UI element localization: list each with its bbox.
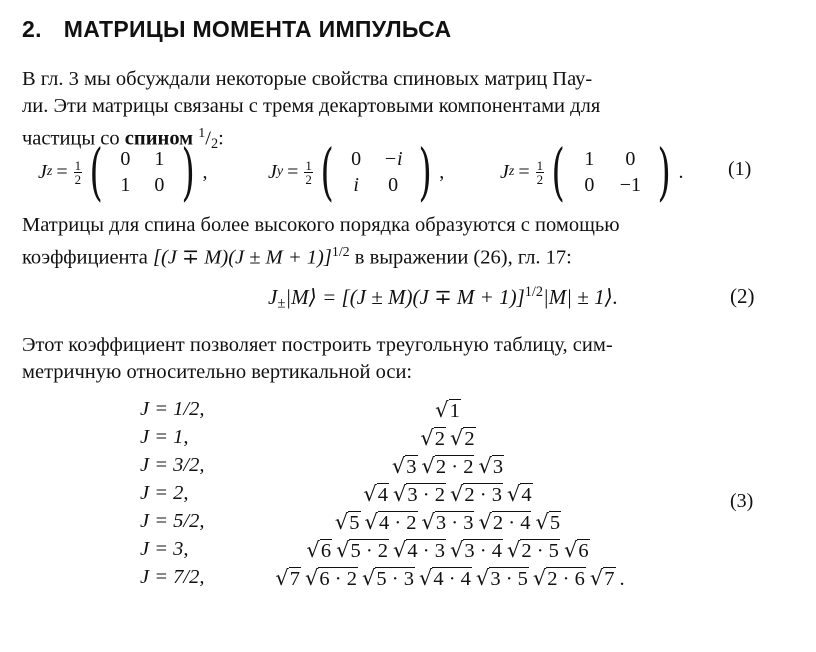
left-paren: ( — [320, 135, 334, 208]
square-root — [535, 510, 561, 535]
equals-sign: = — [518, 160, 530, 183]
radicand: 4 · 4 — [433, 568, 471, 590]
matrix-cell: i — [353, 173, 359, 196]
table-row — [0, 426, 816, 450]
matrix-grid — [339, 146, 413, 198]
matrix-cell: −i — [383, 147, 403, 170]
square-root — [420, 426, 446, 451]
j-label: J = 2, — [140, 482, 189, 504]
radical-sign-icon: √ — [450, 482, 464, 506]
radicand: 6 — [320, 540, 332, 562]
matrix-cell: 0 — [154, 173, 165, 196]
radicand: 3 · 3 — [435, 512, 474, 534]
square-root — [422, 454, 475, 479]
paragraph-table-intro — [22, 332, 792, 386]
radical-sign-icon: √ — [435, 398, 449, 422]
section-heading — [22, 16, 451, 43]
text-fragment: коэффициента — [22, 246, 153, 269]
math-expression: |M⟩ = [(J ± M)(J ∓ M + 1)] — [285, 284, 525, 309]
left-paren: ( — [89, 135, 103, 208]
root-sequence — [392, 454, 508, 479]
separator: . — [678, 160, 684, 183]
radical-sign-icon: √ — [393, 482, 407, 506]
matrix-jz-2 — [500, 135, 684, 208]
math-subscript: z — [46, 164, 53, 179]
square-root — [435, 398, 461, 423]
square-root — [393, 482, 446, 507]
radicand: 2 · 3 — [464, 484, 502, 506]
radical-sign-icon: √ — [506, 538, 521, 562]
radical-sign-icon: √ — [450, 426, 464, 450]
square-root — [450, 482, 503, 507]
square-root — [336, 538, 389, 563]
square-root — [365, 510, 418, 535]
formula-exponent: 1/2 — [524, 284, 543, 300]
radical-sign-icon: √ — [421, 454, 435, 478]
row-terminator: . — [619, 568, 625, 590]
radicand: 4 · 3 — [407, 540, 445, 562]
table-row — [0, 398, 816, 422]
square-root — [564, 538, 590, 563]
equals-sign: = — [287, 160, 299, 183]
radical-sign-icon: √ — [275, 566, 289, 590]
square-root — [450, 538, 503, 563]
radicand: 3 · 5 — [490, 568, 528, 590]
square-root — [507, 482, 533, 507]
radicand: 6 · 2 — [319, 568, 357, 590]
square-root — [305, 566, 358, 591]
math-symbol: J — [268, 160, 277, 183]
equation-number: (1) — [728, 158, 752, 180]
separator: , — [202, 160, 208, 183]
matrix-cell: 1 — [154, 147, 165, 170]
radical-sign-icon: √ — [420, 426, 434, 450]
root-sequence — [335, 510, 565, 535]
section-number: 2. — [22, 16, 42, 42]
radicand: 2 · 2 — [435, 456, 474, 478]
formula-exponent: 1/2 — [331, 245, 350, 260]
right-paren: ) — [418, 135, 432, 208]
j-label: J = 5/2, — [140, 510, 205, 532]
text-line: Этот коэффициент позволяет построить треугольную таблицу, сим- — [22, 334, 613, 356]
table-row — [0, 566, 816, 590]
square-root — [393, 538, 446, 563]
text-line: метричную относительно вертикальной оси: — [22, 361, 413, 383]
matrix-jy — [268, 135, 445, 208]
radicand: 5 · 3 — [376, 568, 414, 590]
radical-sign-icon: √ — [421, 510, 435, 534]
square-root — [478, 510, 531, 535]
text-fragment: в выражении (26), гл. 17: — [349, 246, 572, 269]
radical-sign-icon: √ — [478, 454, 492, 478]
radicand: 7 — [604, 568, 615, 590]
math-symbol: J — [500, 160, 509, 183]
matrix-cell: 1 — [584, 147, 595, 170]
math-subscript: y — [276, 164, 284, 179]
table-row — [0, 538, 816, 562]
square-root — [419, 566, 472, 591]
radical-sign-icon: √ — [334, 510, 349, 534]
root-sequence — [306, 538, 593, 563]
math-expression: |M| ± 1⟩. — [543, 284, 619, 309]
spin-denominator: 2 — [210, 136, 219, 153]
square-root — [392, 454, 418, 479]
equation-2-expression — [268, 284, 618, 313]
square-root — [335, 510, 361, 535]
fraction — [304, 159, 313, 186]
equation-number: (2) — [730, 284, 755, 308]
radicand: 2 · 6 — [547, 568, 585, 590]
matrix-cell: 0 — [625, 147, 636, 170]
fraction-numerator: 1 — [74, 157, 82, 173]
text-fragment: : — [218, 127, 224, 150]
j-label: J = 1/2, — [140, 398, 205, 420]
radical-sign-icon: √ — [589, 566, 604, 590]
math-subscript: ± — [277, 295, 286, 312]
radical-sign-icon: √ — [532, 566, 547, 590]
math-symbol: J — [268, 284, 278, 309]
root-sequence — [275, 566, 624, 591]
text-line: Матрицы для спина более высокого порядка образуются с помощью — [22, 214, 620, 236]
radical-sign-icon: √ — [478, 510, 492, 534]
radical-sign-icon: √ — [361, 566, 376, 590]
matrix-grid — [108, 146, 176, 198]
fraction-numerator: 1 — [536, 157, 544, 173]
matrix-cell: −1 — [619, 173, 641, 196]
square-root — [363, 482, 389, 507]
fraction-numerator: 1 — [305, 157, 312, 173]
fraction — [74, 159, 83, 186]
text-line: частицы со спином $^1/_2$: — [22, 126, 224, 153]
paragraph-coefficient — [22, 212, 792, 272]
right-paren: ) — [181, 135, 196, 208]
radicand: 5 — [349, 512, 360, 534]
fraction-denominator: 2 — [536, 171, 544, 187]
left-paren: ( — [551, 135, 565, 208]
separator: , — [439, 160, 445, 183]
radical-sign-icon: √ — [363, 482, 377, 506]
root-sequence — [420, 426, 479, 451]
math-symbol: J — [38, 160, 47, 183]
equation-number: (3) — [730, 490, 754, 512]
radicand: 3 — [492, 456, 504, 478]
square-root — [362, 566, 415, 591]
bold-term: спином — [124, 127, 194, 150]
square-root — [590, 566, 616, 591]
square-root — [533, 566, 586, 591]
j-label: J = 1, — [140, 426, 189, 448]
radicand: 2 · 4 — [492, 512, 531, 534]
radical-sign-icon: √ — [563, 538, 578, 562]
matrix-cell: 0 — [120, 147, 131, 170]
fraction — [536, 159, 545, 186]
text-fragment: частицы со — [22, 127, 125, 150]
radical-sign-icon: √ — [364, 510, 378, 534]
text-line — [22, 239, 792, 272]
right-paren: ) — [657, 135, 672, 208]
matrix-cell: 1 — [120, 173, 131, 196]
equals-sign: = — [56, 160, 68, 183]
radicand: 2 — [434, 428, 445, 450]
radicand: 7 — [289, 568, 301, 590]
radicand: 2 — [464, 428, 475, 450]
square-root — [478, 454, 504, 479]
spin-numerator: 1 — [198, 126, 206, 141]
table-row — [0, 510, 816, 534]
table-row — [0, 454, 816, 478]
square-root — [450, 426, 476, 451]
radical-sign-icon: √ — [450, 538, 464, 562]
math-subscript: z — [508, 164, 515, 179]
radical-sign-icon: √ — [305, 566, 319, 590]
root-sequence — [435, 398, 465, 423]
radical-sign-icon: √ — [393, 538, 407, 562]
matrix-cell: 0 — [584, 173, 595, 196]
radical-sign-icon: √ — [336, 538, 350, 562]
radicand: 5 — [549, 512, 561, 534]
matrix-grid — [570, 146, 652, 198]
radical-sign-icon: √ — [418, 566, 433, 590]
square-root — [476, 566, 529, 591]
square-root — [275, 566, 301, 591]
square-root — [306, 538, 332, 563]
j-label: J = 7/2, — [140, 566, 205, 588]
matrix-cell: 0 — [351, 147, 362, 170]
fraction-denominator: 2 — [74, 171, 82, 187]
radicand: 5 · 2 — [350, 540, 389, 562]
matrix-cell: 0 — [388, 173, 399, 196]
radicand: 4 — [377, 484, 389, 506]
text-line: В гл. 3 мы обсуждали некоторые свойства спиновых матриц Пау- — [22, 68, 593, 90]
radicand: 4 · 2 — [378, 512, 417, 534]
radicand: 6 — [578, 540, 589, 562]
inline-formula: [(J ∓ M)(J ± M + 1)] — [152, 246, 332, 269]
radicand: 1 — [449, 400, 460, 422]
radicand: 2 · 5 — [521, 540, 559, 562]
radicand: 3 · 4 — [464, 540, 502, 562]
section-title: МАТРИЦЫ МОМЕНТА ИМПУЛЬСА — [63, 16, 452, 42]
radicand: 4 — [521, 484, 532, 506]
j-label: J = 3/2, — [140, 454, 205, 476]
fraction-denominator: 2 — [305, 171, 312, 187]
j-label: J = 3, — [140, 538, 189, 560]
radicand: 3 · 2 — [407, 484, 445, 506]
radical-sign-icon: √ — [306, 538, 320, 562]
text-line: ли. Эти матрицы связаны с тремя декартовыми компонентами для — [22, 95, 601, 117]
square-root — [507, 538, 560, 563]
radical-sign-icon: √ — [475, 566, 490, 590]
radical-sign-icon: √ — [391, 454, 406, 478]
root-sequence — [363, 482, 536, 507]
radicand: 3 — [406, 456, 417, 478]
table-row — [0, 482, 816, 506]
square-root — [422, 510, 475, 535]
radical-sign-icon: √ — [535, 510, 549, 534]
radical-sign-icon: √ — [506, 482, 521, 506]
